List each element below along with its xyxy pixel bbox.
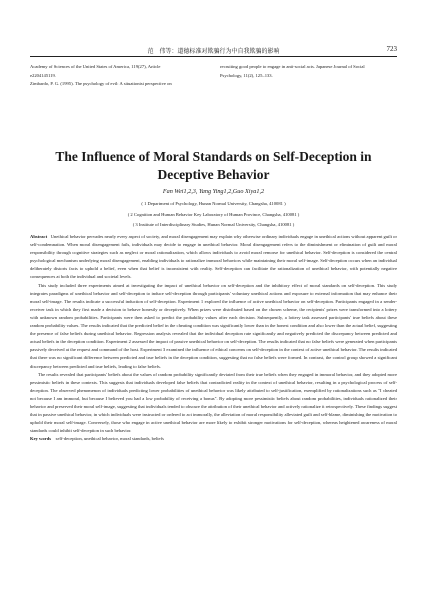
abstract-text: Unethical behavior pervades nearly every aspect of society, and moral disengagement may explain why otherwise ordinary individuals engage in unethical actions without apparent guilt or self-condemnation. When moral disengagement fails, individuals may decide to engage in unethical behavior. Moral disengagement refers to the diminishment or elimination of guilt and moral responsibility through cognitive strategies such as neglect or moral rationalization, which allows individuals to avoid moral remorse for unethical behavior. Self-deception is considered the central psychological mechanism underlying moral disengagement, enabling individuals to rationalize immoral behaviors while maintaining their moral self-image. Self-deception occurs when an individual deliberately distorts facts to uphold a belief, even when that belief is inconsistent with reality. Self-deception can facilitate the rationalization of unethical behavior, with potentially negative consequences at both the individual and societal levels. [30,234,397,280]
paper-title-line: Deceptive Behavior [157,167,270,182]
reference-line: Zimbardo, P. G. (1995). The psychology of evil: A situationist perspective on [30,81,172,87]
abstract-paragraph: This study included three experiments aimed at investigating the impact of unethical behavior on self-deception and the inhibitory effect of moral standards on self-deception. This study integrates paradigms of unethical behavior and self-deception to induce self-deception through participants' voluntary unethical actions and exposure to external information that may enhance their moral self-image. The results indicate a successful induction of self-deception. Experiment 1 explored the influence of active unethical behavior on self-deception. Participants engaged in a sender-receiver task in which they first made a decision to behave honestly or deceptively. When prizes were distributed based on the chosen scheme, the recipients' prizes were transformed into a lottery with unknown random probabilities. Participants were then asked to predict the probability values after each decision. Subsequently, a lottery task assessed participants' true beliefs about these random probability values. The results indicated that the predicted belief in the cheating condition was significantly lower than in the honest condition and also lower than the actual belief, suggesting the presence of false beliefs during unethical behavior. Regression analysis revealed that the individual deception rate significantly and negatively predicted the discrepancy between predicted and actual beliefs in the deception condition. Experiment 2 assessed the impact of passive unethical behavior on self-deception. The results indicated that no false beliefs were generated when participants passively deceived at the request and command of the host. Experiment 3 examined the influence of ethical concerns on self-deception in the context of active unethical behavior. The results indicated that there was no significant difference between predicted and true beliefs in the deception condition, suggesting that no false beliefs were formed. In contrast, the control group showed a significant discrepancy between predicted and true beliefs, leading to false beliefs. [30,282,397,369]
affiliation: ( 2 Cognition and Human Behavior Key Laboratory of Human Province, Changsha, 410081 ) [127,211,300,217]
reference-line: Academy of Sciences of the United States of America, 119(27), Article [30,64,161,69]
keywords-label: Key words [30,436,52,442]
reference-line: Psychology, 11(2), 125–133. [220,72,273,78]
reference-line: recruiting good people to engage in anti-social acts. Japanese Journal of Social [220,64,365,69]
affiliation: ( 3 Institute of Interdisciplinary Studies, Hunan Normal University, Changsha, 410081 ) [132,222,295,228]
reference-column-left [30,63,208,89]
affiliation-list [30,199,397,231]
reference-line: e2204145119. [30,72,56,78]
paper-title [30,148,397,184]
keywords [30,435,397,443]
author-list: Fan Wei1,2,3, Yang Ying1,2,Guo Xiya1,2 [162,188,265,195]
paper-title-line: The Influence of Moral Standards on Self-Deception in [55,149,372,164]
reference-list [30,63,397,107]
abstract-label: Abstract [30,234,48,239]
abstract-paragraph: The results revealed that participants' beliefs about the values of random probability significantly deviated from their true beliefs when they engaged in immoral behavior, and they adopted more pessimistic beliefs in these contexts. This suggests that individuals developed false beliefs that contradicted reality in the context of unethical behavior, resulting in a psychological process of self-deception. The observed phenomenon of individuals predicting lower probabilities of unethical behavior was likely attributed to self-justification, exemplified by rationalizations such as "I cheated not because I am immoral, but because I believed you had a low probability of receiving a bonus". By adopting more pessimistic beliefs about random probabilities, individuals rationalized their behavior and preserved their moral self-image, suggesting that individuals tended to obscure the attribution of their unethical behavior and actively rationalize it retrospectively. These findings suggest that in passive unethical behavior, in which individuals were instructed or ordered to act immorally, the alleviation of moral responsibility alleviated guilt and self-blame, diminishing the motivation to uphold their moral self-image. Conversely, those who engage in active unethical behavior are more likely to exhibit stronger motivations for self-deception, whereas heightened awareness of moral standards could inhibit self-deception in such behavior. [30,371,397,434]
reference-column-right [220,63,398,80]
keywords-text: self-deception, unethical behavior, moral standards, beliefs [55,436,164,442]
running-head [30,44,397,57]
page-number: 723 [386,45,397,53]
running-title: 范 伟等：道德标准对欺骗行为中自我欺骗的影响 [147,49,280,55]
abstract-paragraph [30,233,397,282]
affiliation: ( 1 Department of Psychology, Hunan Normal University, Changsha, 410081 ) [141,201,286,206]
abstract [30,233,397,443]
